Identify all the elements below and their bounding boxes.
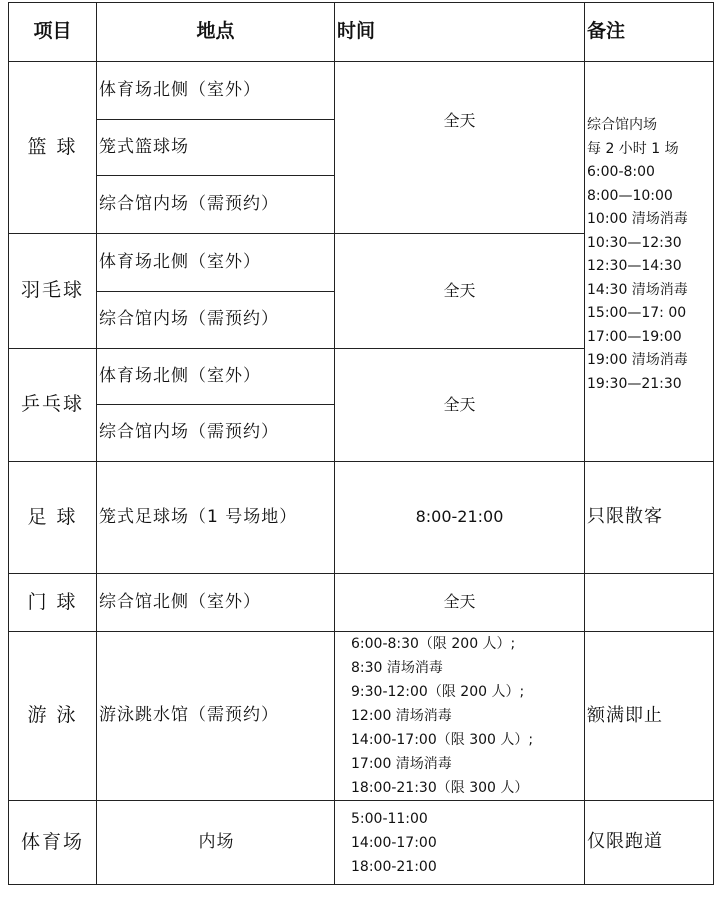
place-cell: 综合馆北侧（室外） [97,574,335,632]
item-gateball: 门 球 [9,574,97,632]
item-basketball: 篮 球 [9,62,97,234]
item-swimming: 游 泳 [9,632,97,801]
time-line: 12:00 清场消毒 [351,708,452,724]
time-stadium [335,801,585,885]
note-swimming: 额满即止 [585,632,714,801]
note-line: 10:00 清场消毒 [587,211,688,227]
note-line: 12:30—14:30 [587,258,682,274]
time-line: 9:30-12:00（限 200 人）; [351,684,525,700]
note-line: 综合馆内场 [587,117,657,133]
place-cell: 综合馆内场（需预约） [97,292,335,349]
time-line: 6:00-8:30（限 200 人）; [351,636,516,652]
note-line: 19:00 清场消毒 [587,352,688,368]
time-basketball: 全天 [335,62,585,234]
note-line: 17:00—19:00 [587,328,682,345]
item-football: 足 球 [9,462,97,574]
time-line: 14:00-17:00 [351,834,437,851]
note-stadium: 仅限跑道 [585,801,714,885]
time-pingpong: 全天 [335,349,585,462]
place-cell: 综合馆内场（需预约） [97,176,335,234]
item-pingpong: 乒乓球 [9,349,97,462]
note-line: 15:00—17: 00 [587,305,687,321]
time-line: 18:00-21:00 [351,858,437,875]
place-cell: 体育场北侧（室外） [97,234,335,292]
note-line: 10:30—12:30 [587,234,682,251]
header-note: 备注 [585,3,714,62]
time-line: 17:00 清场消毒 [351,756,452,772]
header-place: 地点 [97,3,335,62]
note-line: 6:00-8:00 [587,164,655,180]
time-line: 5:00-11:00 [351,810,428,827]
place-cell: 笼式足球场（1 号场地） [97,462,335,574]
venue-schedule-table [8,2,714,885]
time-football: 8:00-21:00 [335,462,585,574]
table-row [9,801,714,885]
note-line: 8:00—10:00 [587,187,673,204]
time-badminton: 全天 [335,234,585,349]
note-line: 每 2 小时 1 场 [587,140,679,157]
table-row [9,574,714,632]
table-row [9,62,714,120]
place-cell: 笼式篮球场 [97,120,335,176]
time-line: 18:00-21:30（限 300 人） [351,780,529,796]
time-line: 8:30 清场消毒 [351,660,443,676]
item-stadium: 体育场 [9,801,97,885]
place-cell: 综合馆内场（需预约） [97,405,335,462]
table-row [9,462,714,574]
table-row [9,632,714,801]
note-football: 只限散客 [585,462,714,574]
time-gateball: 全天 [335,574,585,632]
time-line: 14:00-17:00（限 300 人）; [351,732,534,748]
place-cell: 内场 [97,801,335,885]
place-cell: 体育场北侧（室外） [97,349,335,405]
header-item: 项目 [9,3,97,62]
header-row [9,3,714,62]
note-line: 19:30—21:30 [587,375,682,392]
place-cell: 体育场北侧（室外） [97,62,335,120]
note-gateball [585,574,714,632]
place-cell: 游泳跳水馆（需预约） [97,632,335,801]
header-time: 时间 [335,3,585,62]
note-shared-schedule [585,62,714,462]
time-swimming [335,632,585,801]
item-badminton: 羽毛球 [9,234,97,349]
note-line: 14:30 清场消毒 [587,281,688,298]
